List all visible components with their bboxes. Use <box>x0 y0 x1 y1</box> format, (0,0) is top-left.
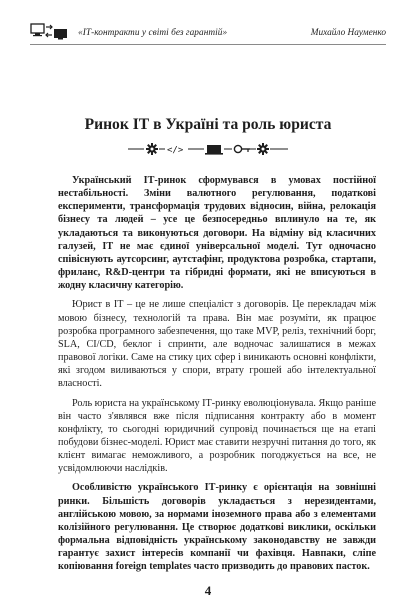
running-author: Михайло Науменко <box>310 28 386 38</box>
paragraph: Роль юриста на українському ІТ-ринку еволюціонувала. Якщо раніше він часто з'являвся вже після підписання контракту або в момент конфлікту, то сьогодні юридичний супровід починається ще на етапі побудови бізнес-моделі. Юрист має ставити незручні питання до того, як клієнт вимагає неможливого, а розробник погоджується на все, не усвідомлюючи наслідків. <box>58 397 376 475</box>
gear-icon <box>146 143 158 155</box>
running-title: «ІТ-контракти у світі без гарантій» <box>78 28 228 38</box>
running-header <box>30 22 386 45</box>
paragraph: Український ІТ-ринок сформувався в умовах постійної нестабільності. Зміни валютного регулювання, податкові експерименти, трансформація трудових відносин, війна, релокація бізнесу та людей – усе це безпосередньо вплинуло на те, як укладаються та виконуються договори. На відміну від класичних галузей, ІТ не має єдиної універсальної моделі. Тут одночасно співіснують аутсорсинг, аутстафінг, продуктова розробка, стартапи, фриланс, R&D-центри та гібридні формати, які не вписуються в жодну класичну категорію. <box>58 175 376 292</box>
key-icon <box>234 145 250 152</box>
chapter-title: Ринок ІТ в Україні та роль юриста <box>84 116 332 133</box>
page-number: 4 <box>204 583 212 598</box>
body-text <box>58 174 376 580</box>
chapter-ornament <box>128 141 288 157</box>
laptop-icon <box>205 145 223 155</box>
gear-icon <box>257 143 269 155</box>
code-tag-icon: </> <box>167 145 184 156</box>
two-monitors-sync-icon <box>30 23 68 41</box>
paragraph: Особливістю українського ІТ-ринку є орієнтація на зовнішні ринки. Більшість договорів укладається з нерезидентами, англійською мовою, за нормами іноземного права або з елементами колізійного регулювання. Це створює додаткові виклики, оскільки формальна відповідність українському законодавству не завжди гарантує захист інтересів компанії чи фахівця. Навпаки, сліпе копіювання foreign templates часто призводить до правових пасток. <box>58 482 376 573</box>
paragraph: Юрист в ІТ – це не лише спеціаліст з договорів. Це перекладач між мовою бізнесу, технологій та права. Він має розуміти, як працює розробка програмного забезпечення, що таке MVP, реліз, технічний борг, SLA, CI/CD, беклог і спринти, але водночас залишатися в межах правової логіки. Саме на стику цих сфер і виникають основні конфлікти, які згодом виливаються у спори, втрату грошей або інтелектуальної власності. <box>58 299 376 390</box>
